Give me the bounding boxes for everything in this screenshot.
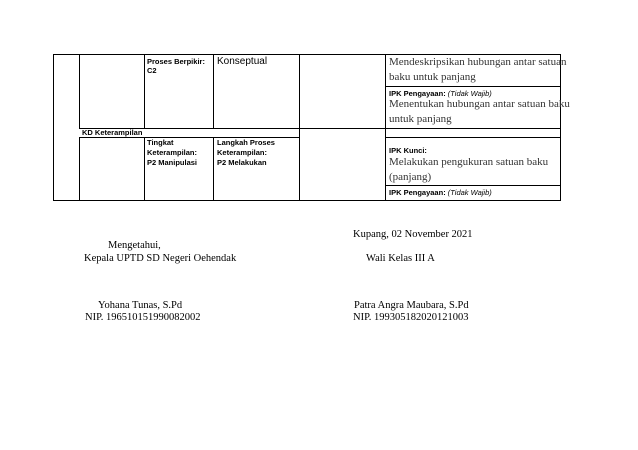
table-col-1 xyxy=(79,54,80,128)
table-border-left xyxy=(53,54,54,201)
table-col-2-lower xyxy=(144,137,145,201)
right-name: Patra Angra Maubara, S.Pd xyxy=(354,300,469,311)
table-col-3 xyxy=(213,54,214,128)
ipk-kunci-line2: (panjang) xyxy=(389,171,432,183)
proses-berpikir-value: C2 xyxy=(147,66,157,75)
langkah-line2: Keterampilan: xyxy=(217,148,268,157)
ipk-pengayaan-2-label: IPK Pengayaan: xyxy=(389,188,446,197)
row-line-pengayaan-2 xyxy=(385,185,561,186)
ipk-pengayaan-1-note: (Tidak Wajib) xyxy=(447,89,492,98)
proses-berpikir-label: Proses Berpikir: xyxy=(147,57,205,66)
right-nip: NIP. 199305182020121003 xyxy=(353,312,469,323)
tingkat-line2: Keterampilan: xyxy=(147,148,198,157)
tingkat-line3: P2 Manipulasi xyxy=(147,158,198,167)
table-border-bottom xyxy=(53,200,561,201)
place-date: Kupang, 02 November 2021 xyxy=(353,229,473,240)
ipk-pengayaan-2-note: (Tidak Wajib) xyxy=(447,188,492,197)
left-name: Yohana Tunas, S.Pd xyxy=(98,300,183,311)
ipk-kunci-line1: Melakukan pengukuran satuan baku xyxy=(389,156,549,168)
table-col-2 xyxy=(144,54,145,128)
ipk-pengayaan-2 xyxy=(389,188,492,198)
left-title: Kepala UPTD SD Negeri Oehendak xyxy=(84,253,237,264)
langkah-line1: Langkah Proses xyxy=(217,138,275,147)
left-nip: NIP. 196510151990082002 xyxy=(85,312,201,323)
kd-keterampilan-label: KD Keterampilan xyxy=(82,128,143,137)
row-line-kd-top xyxy=(79,128,561,129)
row-line-indikator xyxy=(385,86,561,87)
right-title: Wali Kelas III A xyxy=(366,253,435,264)
indikator-1-line2: baku untuk panjang xyxy=(389,71,476,83)
ipk-pengayaan-1-label: IPK Pengayaan: xyxy=(389,89,446,98)
indikator-1-line1: Mendeskripsikan hubungan antar satuan xyxy=(389,56,567,68)
table-col-3-lower xyxy=(213,137,214,201)
ipk-kunci-label: IPK Kunci: xyxy=(389,146,427,155)
konseptual-text: Konseptual xyxy=(217,56,268,67)
table-col-1-lower xyxy=(79,137,80,201)
tingkat-line1: Tingkat xyxy=(147,138,174,147)
indikator-2-line2: untuk panjang xyxy=(389,113,452,125)
indikator-2-line1: Menentukan hubungan antar satuan baku xyxy=(389,98,570,110)
left-heading: Mengetahui, xyxy=(108,240,161,251)
langkah-line3: P2 Melakukan xyxy=(217,158,267,167)
row-line-kunci-top xyxy=(385,137,561,138)
